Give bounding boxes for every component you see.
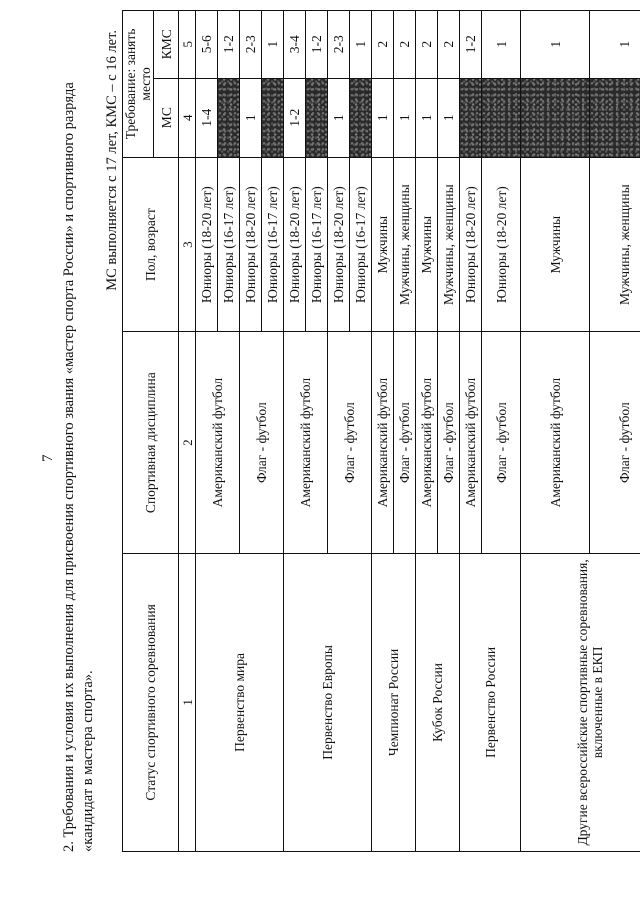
requirements-table (122, 10, 640, 852)
gender-cell: Юниоры (18-20 лет) (482, 157, 521, 332)
kms-cell: 3-4 (284, 11, 306, 79)
status-cell: Первенство мира (196, 553, 284, 851)
gender-cell: Юниоры (16-17 лет) (262, 157, 284, 332)
discipline-cell: Американский футбол (460, 332, 482, 553)
status-cell: Первенство России (460, 553, 521, 851)
discipline-cell: Американский футбол (284, 332, 328, 553)
gender-cell: Мужчины, женщины (590, 157, 640, 332)
ms-cell: 1-4 (196, 78, 218, 157)
gender-cell: Мужчины (372, 157, 394, 332)
header-gender-age: Пол, возраст (123, 157, 179, 332)
ms-cell-shaded (306, 78, 328, 157)
gender-cell: Юниоры (18-20 лет) (240, 157, 262, 332)
kms-cell: 2 (394, 11, 416, 79)
discipline-cell: Флаг - футбол (482, 332, 521, 553)
ms-cell: 1 (240, 78, 262, 157)
ms-cell-shaded (482, 78, 521, 157)
ms-cell-shaded (460, 78, 482, 157)
kms-cell: 1 (262, 11, 284, 79)
discipline-cell: Флаг - футбол (438, 332, 460, 553)
status-cell: Кубок России (416, 553, 460, 851)
ms-cell-shaded (590, 78, 640, 157)
kms-cell: 1 (482, 11, 521, 79)
discipline-cell: Флаг - футбол (328, 332, 372, 553)
kms-cell: 1-2 (306, 11, 328, 79)
table-row (196, 11, 218, 852)
ms-cell: 1 (394, 78, 416, 157)
kms-cell: 2 (416, 11, 438, 79)
discipline-cell: Американский футбол (416, 332, 438, 553)
status-cell: Чемпионат России (372, 553, 416, 851)
ms-cell: 1 (416, 78, 438, 157)
column-number: 1 (179, 553, 196, 851)
gender-cell: Юниоры (16-17 лет) (218, 157, 240, 332)
discipline-cell: Американский футбол (196, 332, 240, 553)
header-discipline: Спортивная дисциплина (123, 332, 179, 553)
ms-cell-shaded (521, 78, 590, 157)
column-number: 5 (179, 11, 196, 79)
gender-cell: Мужчины (416, 157, 438, 332)
gender-cell: Мужчины, женщины (438, 157, 460, 332)
age-note: МС выполняется с 17 лет, КМС – с 16 лет. (104, 30, 120, 291)
table-row (372, 11, 394, 852)
gender-cell: Мужчины, женщины (394, 157, 416, 332)
gender-cell: Юниоры (16-17 лет) (350, 157, 372, 332)
status-cell: Другие всероссийские спортивные соревнования, включенные в ЕКП (521, 553, 640, 851)
column-number: 4 (179, 78, 196, 157)
kms-cell: 1 (350, 11, 372, 79)
header-ms: МС (154, 78, 179, 157)
ms-cell: 1 (372, 78, 394, 157)
gender-cell: Мужчины (521, 157, 590, 332)
discipline-cell: Флаг - футбол (394, 332, 416, 553)
ms-cell: 1 (438, 78, 460, 157)
table-row (460, 11, 482, 852)
header-kms: КМС (154, 11, 179, 79)
gender-cell: Юниоры (16-17 лет) (306, 157, 328, 332)
discipline-cell: Американский футбол (521, 332, 590, 553)
ms-cell-shaded (350, 78, 372, 157)
ms-cell: 1 (328, 78, 350, 157)
ms-cell: 1-2 (284, 78, 306, 157)
column-number: 3 (179, 157, 196, 332)
kms-cell: 1 (590, 11, 640, 79)
gender-cell: Юниоры (18-20 лет) (328, 157, 350, 332)
discipline-cell: Американский футбол (372, 332, 394, 553)
column-number: 2 (179, 332, 196, 553)
kms-cell: 1-2 (218, 11, 240, 79)
table-row (284, 11, 306, 852)
kms-cell: 2-3 (240, 11, 262, 79)
gender-cell: Юниоры (18-20 лет) (460, 157, 482, 332)
gender-cell: Юниоры (18-20 лет) (284, 157, 306, 332)
ms-cell-shaded (262, 78, 284, 157)
ms-cell-shaded (218, 78, 240, 157)
page-number: 7 (40, 454, 56, 462)
kms-cell: 1 (521, 11, 590, 79)
header-status: Статус спортивного соревнования (123, 553, 179, 851)
kms-cell: 2 (438, 11, 460, 79)
kms-cell: 1-2 (460, 11, 482, 79)
table-row (521, 11, 590, 852)
kms-cell: 2-3 (328, 11, 350, 79)
discipline-cell: Флаг - футбол (590, 332, 640, 553)
section-heading: 2. Требования и условия их выполнения для присвоения спортивного звания «мастер спорта России» и спортивного разряда «кандидат в мастера спорта». (61, 82, 96, 852)
table-row (416, 11, 438, 852)
header-requirement: Требование: занять место (123, 11, 154, 158)
kms-cell: 5-6 (196, 11, 218, 79)
status-cell: Первенство Европы (284, 553, 372, 851)
gender-cell: Юниоры (18-20 лет) (196, 157, 218, 332)
kms-cell: 2 (372, 11, 394, 79)
discipline-cell: Флаг - футбол (240, 332, 284, 553)
